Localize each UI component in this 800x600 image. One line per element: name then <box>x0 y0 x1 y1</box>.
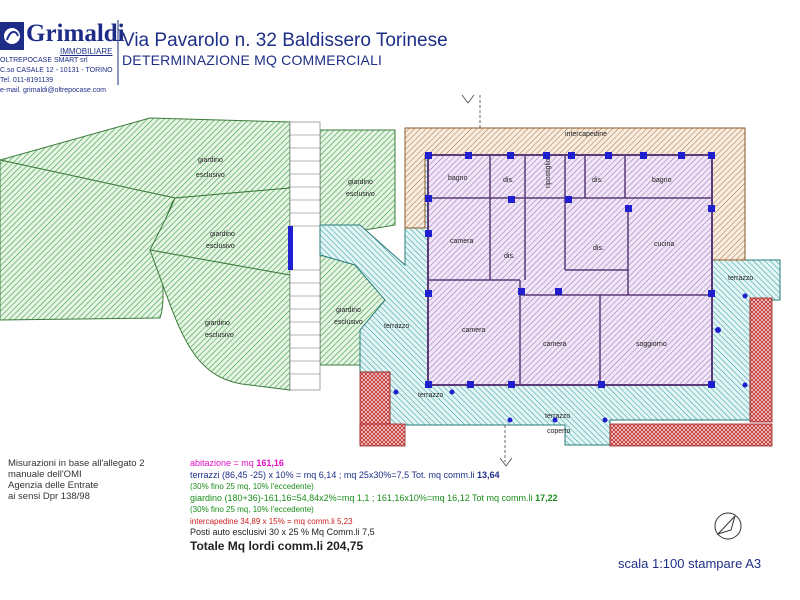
terrazzi-note: (30% fino 25 mq, 10% l'eccedente) <box>190 482 314 491</box>
room-label: terrazzo <box>384 323 410 330</box>
terrazzi-row <box>190 470 558 482</box>
logo-tagline: IMMOBILIARE <box>60 47 113 56</box>
room-label: coperto <box>547 428 571 435</box>
company-email: e-mail. grimaldi@oltrepocase.com <box>0 87 106 94</box>
abitazione-value: 161,16 <box>256 458 284 468</box>
room-label: terrazzo <box>418 392 444 399</box>
logo-icon <box>0 22 24 50</box>
room-label: bagno <box>652 177 672 184</box>
totale-row: Totale Mq lordi comm.li 204,75 <box>190 538 364 553</box>
garden-label: esclusivo <box>196 172 225 179</box>
garden-label: giardino <box>205 320 230 327</box>
calculation-block <box>190 458 558 552</box>
terrazzi-text: terrazzi (86,45 -25) x 10% = mq 6,14 ; mq 25x30%=7,5 Tot. mq comm.li <box>190 469 475 480</box>
note-line: Agenzia delle Entrate <box>8 480 99 491</box>
room-label: soggiorno <box>636 341 667 348</box>
garden-label: giardino <box>198 157 223 164</box>
giardino-note: (30% fino 25 mq, 10% l'eccedente) <box>190 505 314 514</box>
room-label: camera <box>543 341 567 348</box>
company-name: OLTREPOCASE SMART srl <box>0 57 88 64</box>
room-label: terrazzo <box>545 413 571 420</box>
garden-label: esclusivo <box>205 332 234 339</box>
giardino-row <box>190 493 558 505</box>
room-label: camera <box>462 327 486 334</box>
page-title: Via Pavarolo n. 32 Baldissero Torinese <box>122 30 448 51</box>
stairs <box>288 122 320 390</box>
note-line: manuale dell'OMI <box>8 469 82 480</box>
logo-name: Grimaldi <box>26 20 125 47</box>
room-label: intercapedine <box>565 131 608 138</box>
room-label: bagno <box>448 175 468 182</box>
garden-label: esclusivo <box>334 319 363 326</box>
room-label: dis. <box>503 177 514 184</box>
room-label: ripostiglio <box>545 158 552 188</box>
garden-label: esclusivo <box>206 243 235 250</box>
north-arrow-icon <box>715 513 741 539</box>
abitazione-row <box>190 458 558 470</box>
house-interior <box>425 152 715 388</box>
room-label: dis. <box>504 253 515 260</box>
measurement-notes <box>8 458 178 502</box>
garden-label: giardino <box>210 231 235 238</box>
garden-label: giardino <box>336 307 361 314</box>
garden-label: esclusivo <box>346 191 375 198</box>
giardino-value: 17,22 <box>535 492 558 503</box>
posti-auto-row: Posti auto esclusivi 30 x 25 % Mq Comm.li 7,5 <box>190 527 375 537</box>
terrazzi-value: 13,64 <box>476 469 500 480</box>
note-line: ai sensi Dpr 138/98 <box>8 491 90 502</box>
note-line: Misurazioni in base all'allegato 2 <box>8 458 145 469</box>
room-label: dis. <box>592 177 603 184</box>
room-label: camera <box>450 238 474 245</box>
intercapedine-row: intercapedine 34,89 x 15% = mq comm.li 5,23 <box>190 516 353 526</box>
company-phone: Tel. 011-8191139 <box>0 77 54 84</box>
room-label: terrazzo <box>728 275 754 282</box>
room-label: dis. <box>593 245 604 252</box>
company-address: C.so CASALE 12 - 10131 - TORINO <box>0 67 113 74</box>
scale-note: scala 1:100 stampare A3 <box>618 556 762 571</box>
garden-label: giardino <box>348 179 373 186</box>
page-subtitle: DETERMINAZIONE MQ COMMERCIALI <box>122 52 383 68</box>
abitazione-label: abitazione = mq <box>190 458 254 468</box>
giardino-text: giardino (180+36)-161,16=54,84x2%=mq 1,1 ; 161,16x10%=mq 16,12 Tot mq comm.li <box>190 492 533 503</box>
room-label: cucina <box>654 241 675 248</box>
